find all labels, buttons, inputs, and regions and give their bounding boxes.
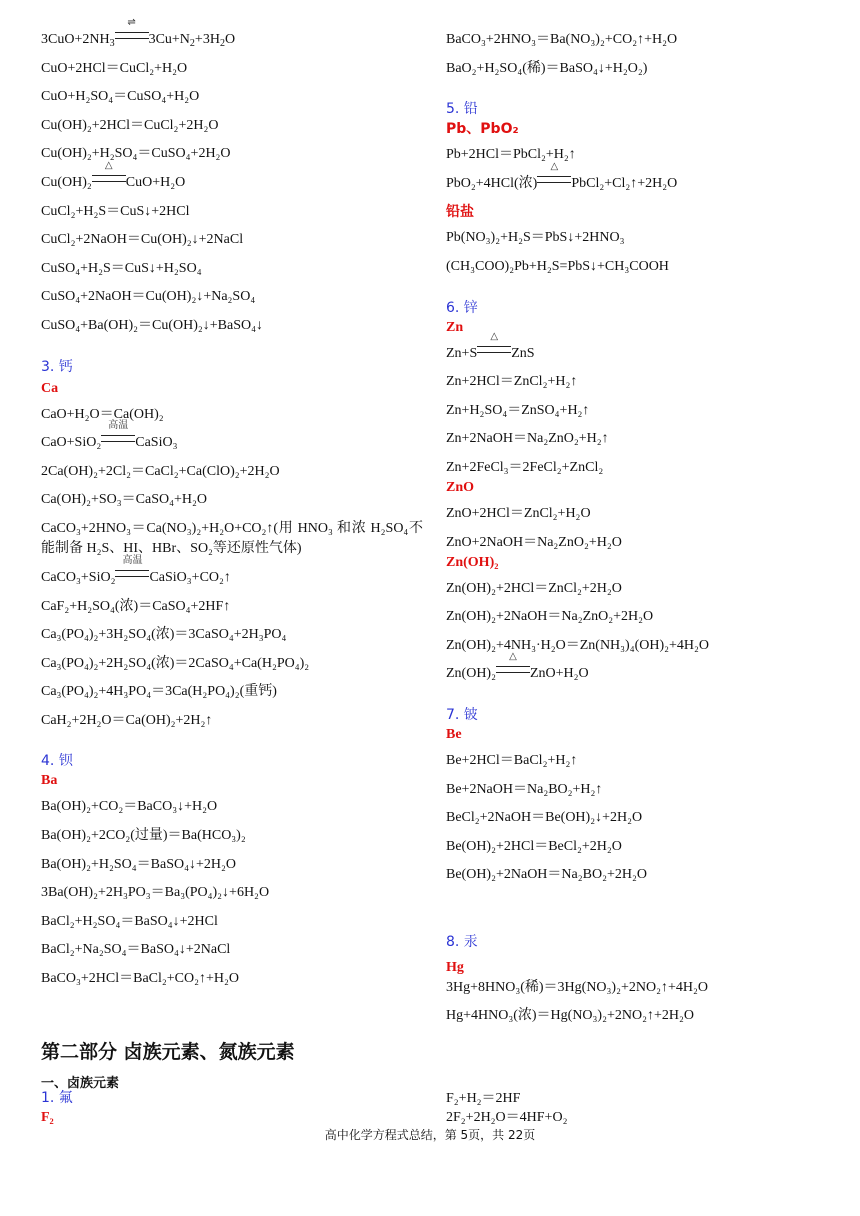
equation-caco3-hno3: CaCO₃+2HNO₃＝Ca(NO₃)₂+H₂O+CO₂↑(用 HNO₃ 和浓 H₂SO₄不能制备 H₂S、HI、HBr、SO₂等还原性气体) [41,520,423,556]
equation: BaCO₃+2HCl＝BaCl₂+CO₂↑+H₂O [41,971,239,987]
section-heading-lead: 5. 铅 [446,101,478,118]
element-label-hg: Hg [446,959,464,975]
equation: Pb+2HCl＝PbCl₂+H₂↑ [446,147,576,163]
section-heading-zinc: 6. 锌 [446,299,478,316]
equation: Ba(OH)₂+H₂SO₄＝BaSO₄↓+2H₂O [41,856,236,872]
subheading-lead-salts: 铅盐 [446,204,474,221]
element-label-be: Be [446,726,462,742]
condition-mark: ⇌ [115,30,149,50]
subsection-title: 一、卤族元素 [41,1076,120,1091]
equation: Be(OH)₂+2NaOH＝Na₂BO₂+2H₂O [446,867,647,883]
condition-mark: 高温 [115,568,149,588]
equation: Be+2NaOH＝Na₂BO₂+H₂↑ [446,781,603,797]
element-label-pb: Pb、PbO₂ [446,121,519,138]
equation: Zn(OH)₂+4NH₃·H₂O＝Zn(NH₃)₄(OH)₂+4H₂O [446,637,710,653]
section-heading-calcium: 3. 钙 [41,358,73,375]
equation: 2Ca(OH)₂+2Cl₂＝CaCl₂+Ca(ClO)₂+2H₂O [41,463,280,479]
fluorine-equations [446,1089,567,1127]
equation: F₂+H₂＝2HF [446,1091,521,1106]
element-label-f2: F₂ [41,1110,54,1125]
section-heading-fluorine: 1. 氟 [41,1090,73,1106]
equation: Ca₃(PO₄)₂+4H₃PO₄＝3Ca(H₂PO₄)₂(重钙) [41,684,277,700]
equation: Zn+2NaOH＝Na₂ZnO₂+H₂↑ [446,431,609,447]
section-heading-beryllium: 7. 铍 [446,706,478,723]
equation: CuSO₄+Ba(OH)₂＝Cu(OH)₂↓+BaSO₄↓ [41,317,263,333]
section-heading-mercury: 8. 汞 [446,933,478,950]
equation: CuO+H₂SO₄＝CuSO₄+H₂O [41,89,200,105]
equation-pbo2-hcl: PbO₂+4HCl(浓) △ PbCl₂+Cl₂↑+2H₂O [446,174,842,194]
equation: ZnO+2NaOH＝Na₂ZnO₂+H₂O [446,534,622,550]
equation: Ba(OH)₂+2CO₂(过量)＝Ba(HCO₃)₂ [41,828,246,844]
condition-mark: △ [477,344,511,364]
equation: Ca(OH)₂+SO₃＝CaSO₄+H₂O [41,492,207,508]
equation: BeCl₂+2NaOH＝Be(OH)₂↓+2H₂O [446,810,643,826]
equation: CuCl₂+2NaOH＝Cu(OH)₂↓+2NaCl [41,232,244,248]
condition-mark: △ [496,664,530,684]
equation: Zn+2FeCl₃＝2FeCl₂+ZnCl₂ [446,459,604,475]
element-label-zn: Zn [446,319,464,335]
equation: 3Ba(OH)₂+2H₃PO₃＝Ba₃(PO₄)₂↓+6H₂O [41,885,270,901]
equation-cuo-nh3: $3CuO+2NH_3$ ⇌ $3Cu+N_2+3H_2O$ [41,17,236,49]
equation: CaO+H₂O＝Ca(OH)₂ [41,406,164,422]
element-label-ca: Ca [41,380,59,396]
equation: CuSO₄+2NaOH＝Cu(OH)₂↓+Na₂SO₄ [41,289,256,305]
condition-mark: 高温 [101,433,135,453]
equation-cao-sio2: CaO+SiO₂ 高温 CaSiO₃ [41,433,423,453]
equation: CaH₂+2H₂O＝Ca(OH)₂+2H₂↑ [41,712,213,728]
equation-zn-oh2-decomp: Zn(OH)₂ △ ZnO+H₂O [446,664,842,684]
equation: BaCl₂+Na₂SO₄＝BaSO₄↓+2NaCl [41,942,231,958]
equation: Hg+4HNO₃(浓)＝Hg(NO₃)₂+2NO₂↑+2H₂O [446,1008,694,1024]
equation: (CH₃COO)₂Pb+H₂S=PbS↓+CH₃COOH [446,258,669,274]
left-column [41,17,423,998]
equation-caco3-sio2: CaCO₃+SiO₂ 高温 CaSiO₃+CO₂↑ [41,568,423,588]
equation: Ca₃(PO₄)₂+2H₂SO₄(浓)＝2CaSO₄+Ca(H₂PO₄)₂ [41,655,310,671]
equation: Be(OH)₂+2HCl＝BeCl₂+2H₂O [446,838,622,854]
equation: CuCl₂+H₂S＝CuS↓+2HCl [41,203,190,219]
part-title: 第二部分 卤族元素、氮族元素 [41,1041,295,1063]
equation: Pb(NO₃)₂+H₂S＝PbS↓+2HNO₃ [446,230,625,246]
fluorine-heading-block [41,1089,73,1127]
equation: Ca₃(PO₄)₂+3H₂SO₄(浓)＝3CaSO₄+2H₃PO₄ [41,627,287,643]
element-label-ba: Ba [41,773,58,789]
equation-cu-oh-decomp: Cu(OH)₂ △ CuO+H₂O [41,173,423,193]
equation: 3Hg+8HNO₃(稀)＝3Hg(NO₃)₂+2NO₂↑+4H₂O [446,979,708,995]
equation: Ba(OH)₂+CO₂＝BaCO₃↓+H₂O [41,799,218,815]
equation: Cu(OH)₂+H₂SO₄＝CuSO₄+2H₂O [41,146,231,162]
compound-label-zn-oh2: Zn(OH)₂ [446,554,499,570]
right-column [446,30,842,1035]
equation: Zn(OH)₂+2HCl＝ZnCl₂+2H₂O [446,580,622,596]
equation-zn-s: Zn+S △ ZnS [446,344,842,364]
compound-label-zno: ZnO [446,479,475,495]
equation: Be+2HCl＝BaCl₂+H₂↑ [446,752,578,768]
equation: CuSO₄+H₂S＝CuS↓+H₂SO₄ [41,260,202,276]
equation: CuO+2HCl＝CuCl₂+H₂O [41,60,188,76]
equation: BaO₂+H₂SO₄(稀)＝BaSO₄↓+H₂O₂) [446,60,648,76]
equation: Cu(OH)₂+2HCl＝CuCl₂+2H₂O [41,117,219,133]
equation: BaCO₃+2HNO₃＝Ba(NO₃)₂+CO₂↑+H₂O [446,32,678,47]
page-footer: 高中化学方程式总结，第 5页，共 22页 [324,1128,536,1142]
section-heading-barium: 4. 钡 [41,753,73,770]
equation: CaF₂+H₂SO₄(浓)＝CaSO₄+2HF↑ [41,598,231,614]
equation: 2F₂+2H₂O＝4HF+O₂ [446,1110,568,1125]
equation: BaCl₂+H₂SO₄＝BaSO₄↓+2HCl [41,913,218,929]
equation: Zn+H₂SO₄＝ZnSO₄+H₂↑ [446,402,590,418]
condition-mark: △ [537,174,571,194]
equation: Zn+2HCl＝ZnCl₂+H₂↑ [446,374,578,390]
equation: ZnO+2HCl＝ZnCl₂+H₂O [446,505,591,521]
condition-mark: △ [92,173,126,193]
equation: Zn(OH)₂+2NaOH＝Na₂ZnO₂+2H₂O [446,609,654,625]
